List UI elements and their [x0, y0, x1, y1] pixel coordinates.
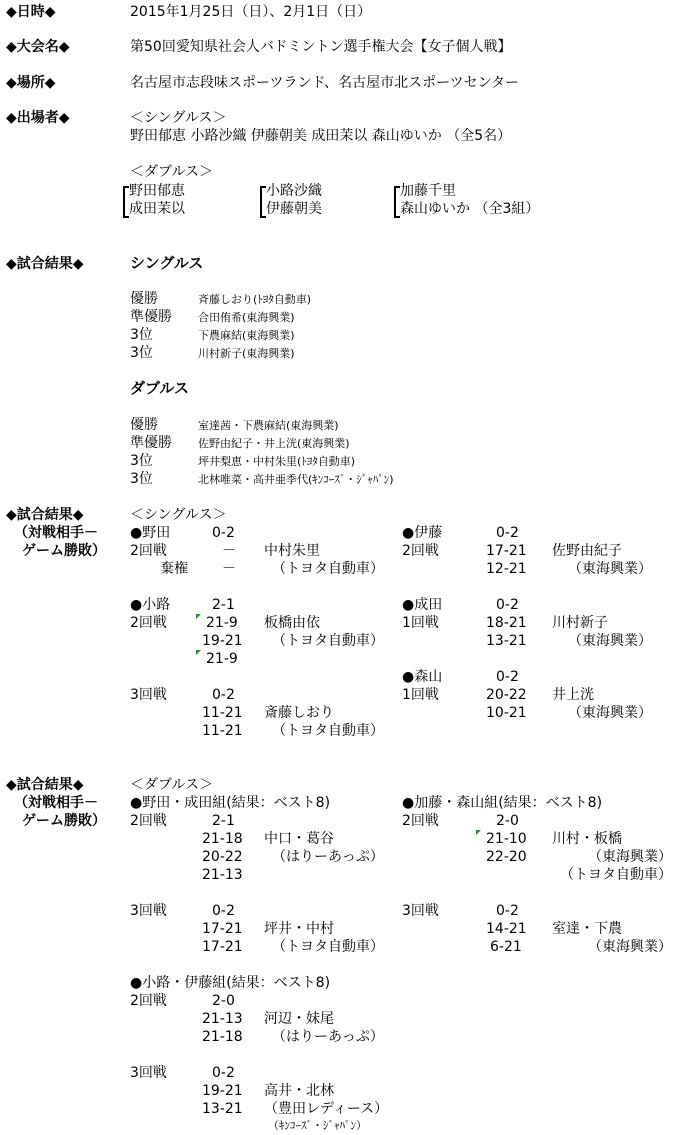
players-label: ◆出場者◆ — [6, 110, 70, 126]
game-score: 11-21 — [202, 705, 243, 721]
match-round: 3回戦 — [130, 903, 167, 919]
opponent-team: （トヨタ自動車） — [272, 633, 384, 649]
player-name: ●成田 — [402, 597, 443, 613]
retire-note: 棄権 — [160, 561, 188, 577]
opponent-team: （ｷﾝｺｰｽﾞ・ｼﾞｬﾊﾟﾝ） — [268, 1119, 367, 1132]
match-total: 0-2 — [496, 597, 519, 613]
match-round: 2回戦 — [402, 543, 439, 559]
doubles-winner: 北林唯菜・高井亜季代(ｷﾝｺｰｽﾞ・ｼﾞｬﾊﾟﾝ) — [198, 473, 394, 486]
match-total: 0-2 — [212, 1065, 235, 1081]
game-score: 21-13 — [202, 1011, 243, 1027]
opponent-name: 井上洸 — [552, 687, 594, 703]
win-mark-icon — [196, 650, 201, 655]
doubles-players-heading: ＜ダブルス＞ — [130, 164, 214, 180]
match-round: 1回戦 — [402, 687, 439, 703]
game-score: 22-20 — [486, 849, 527, 865]
game-score: 21-13 — [202, 867, 243, 883]
opponent-team: （東海興業） — [568, 633, 652, 649]
doubles-place: 優勝 — [130, 417, 158, 433]
pair3-player-b: 森山ゆいか （全3組） — [400, 201, 540, 217]
game-score: 18-21 — [486, 615, 527, 631]
match-round: 2回戦 — [402, 813, 439, 829]
game-score: 19-21 — [202, 1083, 243, 1099]
player-name: ●野田 — [130, 525, 171, 541]
doubles-detail-label: ◆試合結果◆ — [6, 777, 84, 793]
game-score: 13-21 — [486, 633, 527, 649]
player-name: ●小路 — [130, 597, 171, 613]
singles-winner: 下農麻結(東海興業) — [198, 329, 295, 342]
game-score: 17-21 — [202, 921, 243, 937]
singles-winner: 斉藤しおり(ﾄﾖﾀ自動車) — [198, 293, 312, 306]
match-total: 2-0 — [496, 813, 519, 829]
game-score: 17-21 — [202, 939, 243, 955]
game-score: 21-18 — [202, 831, 243, 847]
match-round: 3回戦 — [130, 1065, 167, 1081]
event-label: ◆大会名◆ — [6, 39, 70, 55]
results-label: ◆試合結果◆ — [6, 256, 84, 272]
date-label: ◆日時◆ — [6, 4, 56, 20]
opponent-name: 中口・葛谷 — [264, 831, 334, 847]
player-name: ●伊藤 — [402, 525, 443, 541]
doubles-results-title: ダブルス — [130, 379, 189, 397]
game-score: 11-21 — [202, 723, 243, 739]
opponent-name: 中村朱里 — [264, 543, 320, 559]
doubles-detail-heading: ＜ダブルス＞ — [130, 777, 214, 793]
singles-winner: 合田侑希(東海興業) — [198, 311, 295, 324]
singles-place: 3位 — [130, 327, 153, 343]
singles-place: 優勝 — [130, 291, 158, 307]
game-score: 21-9 — [206, 651, 238, 667]
doubles-winner: 坪井梨恵・中村朱里(ﾄﾖﾀ自動車) — [198, 455, 356, 468]
doubles-place: 準優勝 — [130, 435, 172, 451]
match-total: 2-1 — [212, 597, 235, 613]
opponent-team: （トヨタ自動車） — [272, 723, 384, 739]
opponent-name: 佐野由紀子 — [552, 543, 622, 559]
match-total: 0-2 — [212, 687, 235, 703]
event-date: 2015年1月25日（日）、2月1日（日） — [130, 4, 372, 20]
opponent-name: 川村・板橋 — [552, 831, 622, 847]
doubles-detail-sublabel: （対戦相手－ — [14, 795, 98, 811]
doubles-place: 3位 — [130, 453, 153, 469]
opponent-team: （トヨタ自動車） — [560, 867, 672, 883]
game-score: 19-21 — [202, 633, 243, 649]
singles-place: 準優勝 — [130, 309, 172, 325]
game-score: － — [222, 543, 236, 559]
singles-detail-heading: ＜シングルス＞ — [130, 507, 227, 523]
opponent-team: （東海興業） — [588, 939, 672, 955]
opponent-name: 坪井・中村 — [264, 921, 334, 937]
match-total: 0-2 — [496, 903, 519, 919]
opponent-team: （東海興業） — [568, 561, 652, 577]
opponent-team: （トヨタ自動車） — [272, 561, 384, 577]
doubles-winner: 佐野由紀子・井上洸(東海興業) — [198, 437, 350, 450]
match-round: 3回戦 — [402, 903, 439, 919]
singles-players-list: 野田郁恵 小路沙織 伊藤朝美 成田茉以 森山ゆいか （全5名） — [130, 128, 512, 144]
game-score: － — [222, 561, 236, 577]
event-name: 第50回愛知県社会人バドミントン選手権大会【女子個人戦】 — [130, 39, 512, 55]
game-score: 10-21 — [486, 705, 527, 721]
player-name: ●森山 — [402, 669, 443, 685]
singles-detail-sublabel: （対戦相手－ — [14, 525, 98, 541]
opponent-name: 河辺・妹尾 — [264, 1011, 334, 1027]
match-round: 2回戦 — [130, 615, 167, 631]
match-round: 2回戦 — [130, 543, 167, 559]
opponent-team: （はりーあっぷ） — [272, 1029, 384, 1045]
doubles-winner: 室達茜・下農麻結(東海興業) — [198, 419, 339, 432]
match-total: 0-2 — [212, 525, 235, 541]
match-total: 0-2 — [212, 903, 235, 919]
game-score: 21-10 — [486, 831, 527, 847]
pair1-player-a: 野田郁恵 — [129, 183, 185, 199]
game-score: 6-21 — [490, 939, 522, 955]
match-total: 2-0 — [212, 993, 235, 1009]
game-score: 21-9 — [206, 615, 238, 631]
opponent-name: 室達・下農 — [552, 921, 622, 937]
pair1-player-b: 成田茉以 — [129, 201, 185, 217]
match-round: 1回戦 — [402, 615, 439, 631]
opponent-team: （はりーあっぷ） — [272, 849, 384, 865]
singles-winner: 川村新子(東海興業) — [198, 347, 295, 360]
game-score: 20-22 — [202, 849, 243, 865]
opponent-team: （トヨタ自動車） — [272, 939, 384, 955]
game-score: 21-18 — [202, 1029, 243, 1045]
pair-name: ●加藤・森山組(結果：ベスト8) — [402, 795, 603, 811]
win-mark-icon — [476, 830, 481, 835]
pair3-player-a: 加藤千里 — [400, 183, 456, 199]
match-total: 0-2 — [496, 525, 519, 541]
venue: 名古屋市志段味スポーツランド、名古屋市北スポーツセンター — [130, 75, 520, 91]
opponent-team: （豊田レディース） — [264, 1101, 389, 1117]
game-score: 12-21 — [486, 561, 527, 577]
venue-label: ◆場所◆ — [6, 75, 56, 91]
pair-name: ●野田・成田組(結果：ベスト8) — [130, 795, 331, 811]
pair-name: ●小路・伊藤組(結果：ベスト8) — [130, 975, 331, 991]
game-score: 17-21 — [486, 543, 527, 559]
match-total: 0-2 — [496, 669, 519, 685]
match-round: 2回戦 — [130, 813, 167, 829]
game-score: 20-22 — [486, 687, 527, 703]
match-round: 2回戦 — [130, 993, 167, 1009]
pair2-player-a: 小路沙織 — [266, 183, 322, 199]
game-score: 14-21 — [486, 921, 527, 937]
pair2-player-b: 伊藤朝美 — [266, 201, 322, 217]
singles-place: 3位 — [130, 345, 153, 361]
doubles-detail-sublabel: ゲーム勝敗） — [22, 813, 106, 829]
singles-results-title: シングルス — [130, 254, 204, 272]
opponent-team: （東海興業） — [568, 705, 652, 721]
win-mark-icon — [196, 614, 201, 619]
opponent-name: 斎藤しおり — [264, 705, 334, 721]
singles-players-heading: ＜シングルス＞ — [130, 110, 227, 126]
singles-detail-sublabel: ゲーム勝敗） — [22, 543, 106, 559]
singles-detail-label: ◆試合結果◆ — [6, 507, 84, 523]
match-round: 3回戦 — [130, 687, 167, 703]
opponent-name: 高井・北林 — [264, 1083, 334, 1099]
game-score: 13-21 — [202, 1101, 243, 1117]
opponent-name: 板橋由依 — [264, 615, 320, 631]
opponent-team: （東海興業） — [588, 849, 672, 865]
doubles-place: 3位 — [130, 471, 153, 487]
opponent-name: 川村新子 — [552, 615, 608, 631]
match-total: 2-1 — [212, 813, 235, 829]
